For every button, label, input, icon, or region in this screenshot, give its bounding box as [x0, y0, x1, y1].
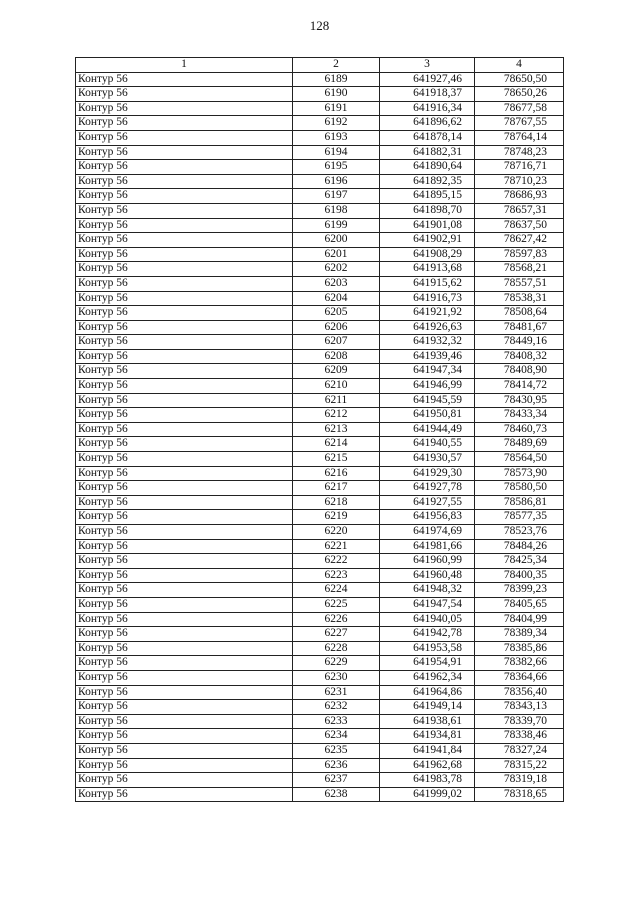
table-row	[76, 714, 564, 729]
table-row	[76, 145, 564, 160]
contour-name-cell: Контур 56	[76, 160, 293, 175]
y-coordinate-cell: 78481,67	[475, 320, 564, 335]
point-number-cell: 6236	[293, 758, 380, 773]
table-row	[76, 539, 564, 554]
table-row	[76, 656, 564, 671]
table-row	[76, 247, 564, 262]
contour-name-cell: Контур 56	[76, 203, 293, 218]
contour-name-cell: Контур 56	[76, 583, 293, 598]
table-row	[76, 276, 564, 291]
table-row	[76, 510, 564, 525]
table-body	[76, 72, 564, 802]
x-coordinate-cell: 641908,29	[380, 247, 475, 262]
contour-name-cell: Контур 56	[76, 481, 293, 496]
point-number-cell: 6219	[293, 510, 380, 525]
y-coordinate-cell: 78414,72	[475, 379, 564, 394]
table-row	[76, 262, 564, 277]
point-number-cell: 6238	[293, 787, 380, 802]
point-number-cell: 6212	[293, 408, 380, 423]
y-coordinate-cell: 78399,23	[475, 583, 564, 598]
x-coordinate-cell: 641916,73	[380, 291, 475, 306]
contour-name-cell: Контур 56	[76, 495, 293, 510]
point-number-cell: 6218	[293, 495, 380, 510]
contour-name-cell: Контур 56	[76, 437, 293, 452]
y-coordinate-cell: 78573,90	[475, 466, 564, 481]
contour-name-cell: Контур 56	[76, 247, 293, 262]
table-row	[76, 233, 564, 248]
x-coordinate-cell: 641949,14	[380, 700, 475, 715]
table-row	[76, 700, 564, 715]
point-number-cell: 6227	[293, 627, 380, 642]
table-row	[76, 554, 564, 569]
x-coordinate-cell: 641947,34	[380, 364, 475, 379]
table-row	[76, 437, 564, 452]
contour-name-cell: Контур 56	[76, 466, 293, 481]
table-row	[76, 583, 564, 598]
table-row	[76, 525, 564, 540]
point-number-cell: 6193	[293, 130, 380, 145]
table-row	[76, 379, 564, 394]
contour-name-cell: Контур 56	[76, 510, 293, 525]
point-number-cell: 6209	[293, 364, 380, 379]
page-number: 128	[309, 18, 330, 33]
x-coordinate-cell: 641945,59	[380, 393, 475, 408]
table-row	[76, 116, 564, 131]
x-coordinate-cell: 641954,91	[380, 656, 475, 671]
table-row	[76, 670, 564, 685]
y-coordinate-cell: 78657,31	[475, 203, 564, 218]
x-coordinate-cell: 641981,66	[380, 539, 475, 554]
contour-name-cell: Контур 56	[76, 612, 293, 627]
point-number-cell: 6205	[293, 306, 380, 321]
y-coordinate-cell: 78425,34	[475, 554, 564, 569]
point-number-cell: 6198	[293, 203, 380, 218]
table-row	[76, 758, 564, 773]
contour-name-cell: Контур 56	[76, 189, 293, 204]
column-header-4: 4	[475, 58, 564, 73]
x-coordinate-cell: 641901,08	[380, 218, 475, 233]
y-coordinate-cell: 78408,90	[475, 364, 564, 379]
point-number-cell: 6204	[293, 291, 380, 306]
table-row	[76, 160, 564, 175]
x-coordinate-cell: 641944,49	[380, 422, 475, 437]
point-number-cell: 6229	[293, 656, 380, 671]
y-coordinate-cell: 78400,35	[475, 568, 564, 583]
y-coordinate-cell: 78408,32	[475, 349, 564, 364]
point-number-cell: 6233	[293, 714, 380, 729]
y-coordinate-cell: 78557,51	[475, 276, 564, 291]
point-number-cell: 6215	[293, 452, 380, 467]
table-row	[76, 597, 564, 612]
x-coordinate-cell: 641882,31	[380, 145, 475, 160]
point-number-cell: 6196	[293, 174, 380, 189]
x-coordinate-cell: 641896,62	[380, 116, 475, 131]
table-row	[76, 729, 564, 744]
contour-name-cell: Контур 56	[76, 539, 293, 554]
contour-name-cell: Контур 56	[76, 145, 293, 160]
point-number-cell: 6195	[293, 160, 380, 175]
y-coordinate-cell: 78523,76	[475, 525, 564, 540]
point-number-cell: 6235	[293, 743, 380, 758]
point-number-cell: 6192	[293, 116, 380, 131]
y-coordinate-cell: 78319,18	[475, 773, 564, 788]
point-number-cell: 6216	[293, 466, 380, 481]
x-coordinate-cell: 641950,81	[380, 408, 475, 423]
contour-name-cell: Контур 56	[76, 218, 293, 233]
y-coordinate-cell: 78710,23	[475, 174, 564, 189]
point-number-cell: 6210	[293, 379, 380, 394]
point-number-cell: 6231	[293, 685, 380, 700]
y-coordinate-cell: 78318,65	[475, 787, 564, 802]
x-coordinate-cell: 641962,68	[380, 758, 475, 773]
point-number-cell: 6222	[293, 554, 380, 569]
point-number-cell: 6211	[293, 393, 380, 408]
y-coordinate-cell: 78460,73	[475, 422, 564, 437]
y-coordinate-cell: 78564,50	[475, 452, 564, 467]
column-header-3: 3	[380, 58, 475, 73]
x-coordinate-cell: 641940,55	[380, 437, 475, 452]
x-coordinate-cell: 641983,78	[380, 773, 475, 788]
x-coordinate-cell: 641947,54	[380, 597, 475, 612]
x-coordinate-cell: 641878,14	[380, 130, 475, 145]
y-coordinate-cell: 78686,93	[475, 189, 564, 204]
contour-name-cell: Контур 56	[76, 422, 293, 437]
y-coordinate-cell: 78650,26	[475, 87, 564, 102]
y-coordinate-cell: 78430,95	[475, 393, 564, 408]
x-coordinate-cell: 641964,86	[380, 685, 475, 700]
x-coordinate-cell: 641892,35	[380, 174, 475, 189]
point-number-cell: 6220	[293, 525, 380, 540]
y-coordinate-cell: 78404,99	[475, 612, 564, 627]
table-row	[76, 335, 564, 350]
table-row	[76, 685, 564, 700]
y-coordinate-cell: 78767,55	[475, 116, 564, 131]
contour-name-cell: Контур 56	[76, 364, 293, 379]
table-row	[76, 189, 564, 204]
contour-name-cell: Контур 56	[76, 568, 293, 583]
table-row	[76, 306, 564, 321]
table-row	[76, 393, 564, 408]
contour-name-cell: Контур 56	[76, 87, 293, 102]
x-coordinate-cell: 641930,57	[380, 452, 475, 467]
table-row	[76, 773, 564, 788]
table-row	[76, 422, 564, 437]
y-coordinate-cell: 78489,69	[475, 437, 564, 452]
table-row	[76, 495, 564, 510]
y-coordinate-cell: 78577,35	[475, 510, 564, 525]
contour-name-cell: Контур 56	[76, 393, 293, 408]
y-coordinate-cell: 78568,21	[475, 262, 564, 277]
point-number-cell: 6189	[293, 72, 380, 87]
x-coordinate-cell: 641918,37	[380, 87, 475, 102]
x-coordinate-cell: 641927,55	[380, 495, 475, 510]
x-coordinate-cell: 641940,05	[380, 612, 475, 627]
contour-name-cell: Контур 56	[76, 335, 293, 350]
point-number-cell: 6225	[293, 597, 380, 612]
point-number-cell: 6217	[293, 481, 380, 496]
y-coordinate-cell: 78339,70	[475, 714, 564, 729]
y-coordinate-cell: 78484,26	[475, 539, 564, 554]
x-coordinate-cell: 641898,70	[380, 203, 475, 218]
contour-name-cell: Контур 56	[76, 174, 293, 189]
contour-name-cell: Контур 56	[76, 554, 293, 569]
point-number-cell: 6202	[293, 262, 380, 277]
y-coordinate-cell: 78597,83	[475, 247, 564, 262]
x-coordinate-cell: 641946,99	[380, 379, 475, 394]
x-coordinate-cell: 641942,78	[380, 627, 475, 642]
contour-name-cell: Контур 56	[76, 130, 293, 145]
table-row	[76, 641, 564, 656]
x-coordinate-cell: 641915,62	[380, 276, 475, 291]
table-row	[76, 408, 564, 423]
x-coordinate-cell: 641974,69	[380, 525, 475, 540]
table-row	[76, 218, 564, 233]
x-coordinate-cell: 641927,46	[380, 72, 475, 87]
x-coordinate-cell: 641960,99	[380, 554, 475, 569]
point-number-cell: 6197	[293, 189, 380, 204]
point-number-cell: 6199	[293, 218, 380, 233]
point-number-cell: 6237	[293, 773, 380, 788]
point-number-cell: 6234	[293, 729, 380, 744]
y-coordinate-cell: 78405,65	[475, 597, 564, 612]
contour-name-cell: Контур 56	[76, 262, 293, 277]
contour-name-cell: Контур 56	[76, 670, 293, 685]
point-number-cell: 6223	[293, 568, 380, 583]
x-coordinate-cell: 641941,84	[380, 743, 475, 758]
y-coordinate-cell: 78637,50	[475, 218, 564, 233]
y-coordinate-cell: 78343,13	[475, 700, 564, 715]
y-coordinate-cell: 78748,23	[475, 145, 564, 160]
y-coordinate-cell: 78356,40	[475, 685, 564, 700]
contour-name-cell: Контур 56	[76, 349, 293, 364]
y-coordinate-cell: 78364,66	[475, 670, 564, 685]
table-row	[76, 349, 564, 364]
x-coordinate-cell: 641916,34	[380, 101, 475, 116]
point-number-cell: 6207	[293, 335, 380, 350]
y-coordinate-cell: 78508,64	[475, 306, 564, 321]
contour-name-cell: Контур 56	[76, 685, 293, 700]
x-coordinate-cell: 641938,61	[380, 714, 475, 729]
column-header-1: 1	[76, 58, 293, 73]
contour-name-cell: Контур 56	[76, 320, 293, 335]
y-coordinate-cell: 78389,34	[475, 627, 564, 642]
contour-name-cell: Контур 56	[76, 116, 293, 131]
table-row	[76, 130, 564, 145]
y-coordinate-cell: 78449,16	[475, 335, 564, 350]
table-row	[76, 87, 564, 102]
column-header-2: 2	[293, 58, 380, 73]
x-coordinate-cell: 641953,58	[380, 641, 475, 656]
y-coordinate-cell: 78327,24	[475, 743, 564, 758]
x-coordinate-cell: 641956,83	[380, 510, 475, 525]
table-header-row	[76, 58, 564, 73]
point-number-cell: 6201	[293, 247, 380, 262]
table-row	[76, 452, 564, 467]
contour-name-cell: Контур 56	[76, 306, 293, 321]
contour-name-cell: Контур 56	[76, 291, 293, 306]
point-number-cell: 6230	[293, 670, 380, 685]
table-row	[76, 364, 564, 379]
x-coordinate-cell: 641960,48	[380, 568, 475, 583]
point-number-cell: 6224	[293, 583, 380, 598]
x-coordinate-cell: 641948,32	[380, 583, 475, 598]
y-coordinate-cell: 78650,50	[475, 72, 564, 87]
point-number-cell: 6228	[293, 641, 380, 656]
x-coordinate-cell: 641934,81	[380, 729, 475, 744]
contour-name-cell: Контур 56	[76, 729, 293, 744]
table-row	[76, 72, 564, 87]
x-coordinate-cell: 641962,34	[380, 670, 475, 685]
coordinates-table	[75, 57, 564, 802]
y-coordinate-cell: 78677,58	[475, 101, 564, 116]
x-coordinate-cell: 641913,68	[380, 262, 475, 277]
x-coordinate-cell: 641902,91	[380, 233, 475, 248]
table-row	[76, 481, 564, 496]
contour-name-cell: Контур 56	[76, 627, 293, 642]
point-number-cell: 6213	[293, 422, 380, 437]
x-coordinate-cell: 641927,78	[380, 481, 475, 496]
point-number-cell: 6206	[293, 320, 380, 335]
y-coordinate-cell: 78382,66	[475, 656, 564, 671]
contour-name-cell: Контур 56	[76, 101, 293, 116]
table-row	[76, 203, 564, 218]
contour-name-cell: Контур 56	[76, 714, 293, 729]
point-number-cell: 6208	[293, 349, 380, 364]
x-coordinate-cell: 641929,30	[380, 466, 475, 481]
contour-name-cell: Контур 56	[76, 656, 293, 671]
y-coordinate-cell: 78433,34	[475, 408, 564, 423]
point-number-cell: 6190	[293, 87, 380, 102]
table-row	[76, 291, 564, 306]
contour-name-cell: Контур 56	[76, 700, 293, 715]
contour-name-cell: Контур 56	[76, 276, 293, 291]
point-number-cell: 6203	[293, 276, 380, 291]
contour-name-cell: Контур 56	[76, 233, 293, 248]
table-row	[76, 568, 564, 583]
table-row	[76, 174, 564, 189]
contour-name-cell: Контур 56	[76, 758, 293, 773]
y-coordinate-cell: 78580,50	[475, 481, 564, 496]
x-coordinate-cell: 641999,02	[380, 787, 475, 802]
point-number-cell: 6214	[293, 437, 380, 452]
contour-name-cell: Контур 56	[76, 641, 293, 656]
contour-name-cell: Контур 56	[76, 787, 293, 802]
point-number-cell: 6200	[293, 233, 380, 248]
contour-name-cell: Контур 56	[76, 525, 293, 540]
y-coordinate-cell: 78716,71	[475, 160, 564, 175]
point-number-cell: 6221	[293, 539, 380, 554]
x-coordinate-cell: 641921,92	[380, 306, 475, 321]
table-row	[76, 320, 564, 335]
point-number-cell: 6232	[293, 700, 380, 715]
contour-name-cell: Контур 56	[76, 72, 293, 87]
table-row	[76, 787, 564, 802]
y-coordinate-cell: 78627,42	[475, 233, 564, 248]
table-row	[76, 627, 564, 642]
contour-name-cell: Контур 56	[76, 379, 293, 394]
table-row	[76, 466, 564, 481]
y-coordinate-cell: 78586,81	[475, 495, 564, 510]
y-coordinate-cell: 78538,31	[475, 291, 564, 306]
x-coordinate-cell: 641895,15	[380, 189, 475, 204]
x-coordinate-cell: 641890,64	[380, 160, 475, 175]
contour-name-cell: Контур 56	[76, 452, 293, 467]
contour-name-cell: Контур 56	[76, 773, 293, 788]
y-coordinate-cell: 78338,46	[475, 729, 564, 744]
y-coordinate-cell: 78385,86	[475, 641, 564, 656]
point-number-cell: 6191	[293, 101, 380, 116]
point-number-cell: 6194	[293, 145, 380, 160]
contour-name-cell: Контур 56	[76, 408, 293, 423]
y-coordinate-cell: 78764,14	[475, 130, 564, 145]
table-row	[76, 101, 564, 116]
table-row	[76, 743, 564, 758]
contour-name-cell: Контур 56	[76, 743, 293, 758]
point-number-cell: 6226	[293, 612, 380, 627]
y-coordinate-cell: 78315,22	[475, 758, 564, 773]
x-coordinate-cell: 641932,32	[380, 335, 475, 350]
contour-name-cell: Контур 56	[76, 597, 293, 612]
x-coordinate-cell: 641926,63	[380, 320, 475, 335]
table-row	[76, 612, 564, 627]
x-coordinate-cell: 641939,46	[380, 349, 475, 364]
